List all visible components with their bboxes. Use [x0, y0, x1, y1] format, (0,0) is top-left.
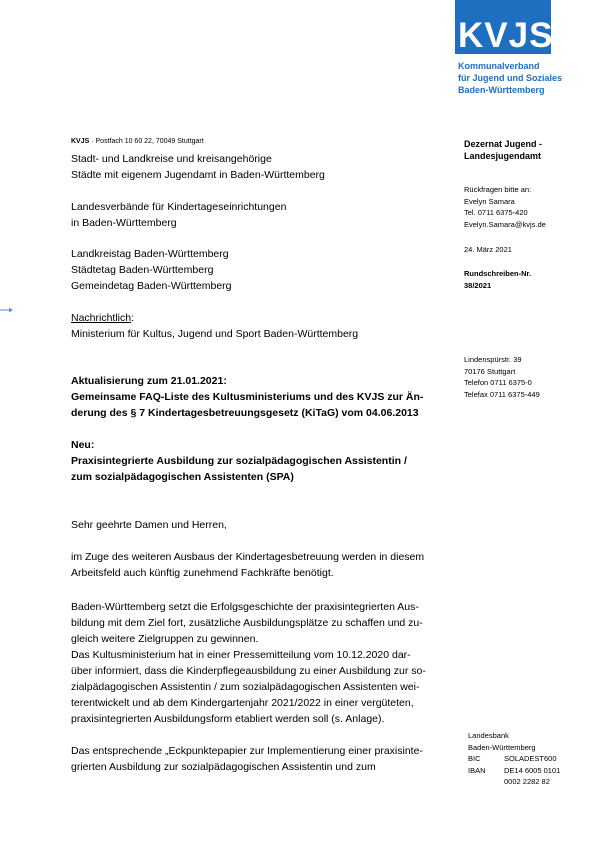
paragraph-line: Das Kultusministerium hat in einer Pressemitteilung vom 10.12.2020 dar-: [71, 649, 411, 661]
cc-label-line: [71, 310, 358, 326]
recipient-line: Städte mit eigenem Jugendamt in Baden-Württemberg: [71, 169, 325, 181]
subject-new: [71, 437, 407, 485]
bank-name: Landesbank: [468, 731, 509, 740]
subject-line: Gemeinsame FAQ-Liste des Kultusministeriums und des KVJS zur Än-: [71, 391, 424, 403]
subject-line: zum sozialpädagogischen Assistenten (SPA): [71, 471, 294, 483]
logo-line: für Jugend und Soziales: [458, 73, 563, 83]
arrow-right-icon: [0, 306, 14, 314]
cc-colon: :: [131, 312, 135, 324]
paragraph-line: grierten Ausbildung zur sozialpädagogischen Assistentin und zum: [71, 761, 376, 773]
bank-details: [468, 730, 560, 788]
department-line: Landesjugendamt: [464, 151, 542, 161]
bank-table: [468, 753, 560, 788]
logo-org-name: [458, 60, 562, 96]
recipient-line: Städtetag Baden-Württemberg: [71, 264, 214, 276]
paragraph-line: im Zuge des weiteren Ausbaus der Kindertagesbetreuung werden in diesem: [71, 551, 425, 563]
paragraph-line: Arbeitsfeld auch künftig zunehmend Fachkräfte benötigt.: [71, 567, 334, 579]
logo-line: Baden-Württemberg: [458, 85, 545, 95]
subject-line: Praxisintegrierte Ausbildung zur sozialpädagogischen Assistentin /: [71, 455, 407, 467]
paragraph-line: praxisintegrierten Ausbildungsform etabliert werden soll (s. Anlage).: [71, 713, 385, 725]
subject-line: derung des § 7 Kindertagesbetreuungsgesetz (KiTaG) vom 04.06.2013: [71, 407, 419, 419]
bic-value: SOLADEST600: [504, 754, 557, 763]
address-line: Telefon 0711 6375-0: [464, 378, 532, 387]
paragraph-line: über informiert, dass die Kinderpflegeausbildung zu einer Ausbildung zur so-: [71, 665, 426, 677]
paragraph-line: gleich weitere Zielgruppen zu gewinnen.: [71, 633, 259, 645]
contact-line: Evelyn Samara: [464, 196, 515, 206]
paragraph-line: Baden-Württemberg setzt die Erfolgsgeschichte der praxisintegrierten Aus-: [71, 601, 419, 613]
subject-line: Neu:: [71, 439, 95, 451]
contact-line: Rückfragen bitte an:: [464, 185, 532, 194]
contact-email[interactable]: Evelyn.Samara@kvjs.de: [464, 219, 546, 229]
contact-info: [464, 184, 546, 230]
circular-number: [464, 268, 531, 291]
paragraph-1: [71, 549, 451, 581]
circular-value: 38/2021: [464, 280, 492, 290]
logo-line: Kommunalverband: [458, 61, 540, 71]
recipient-line: Landesverbände für Kindertageseinrichtungen: [71, 201, 287, 213]
paragraph-3: [71, 743, 451, 775]
subject-line: Aktualisierung zum 21.01.2021:: [71, 375, 227, 387]
subject-update: [71, 373, 423, 421]
recipient-line: Stadt- und Landkreise und kreisangehörige: [71, 153, 272, 165]
circular-label: Rundschreiben-Nr.: [464, 269, 532, 278]
spacer-cell: [468, 776, 504, 788]
bank-name: Baden-Württemberg: [468, 742, 536, 752]
address-line: Telefax 0711 6375-449: [464, 389, 540, 399]
sender-line: [71, 138, 204, 145]
recipient-line: Landkreistag Baden-Württemberg: [71, 248, 229, 260]
address-line: Lindenspürstr. 39: [464, 355, 522, 364]
sender-address: · Postfach 10 60 22, 70049 Stuttgart: [89, 138, 204, 145]
recipient-group-3: [71, 246, 232, 294]
iban-value: DE14 6005 0101: [504, 765, 561, 775]
salutation: Sehr geehrte Damen und Herren,: [71, 519, 227, 531]
recipient-line: in Baden-Württemberg: [71, 217, 177, 229]
contact-line: Tel. 0711 6375-420: [464, 208, 528, 217]
paragraph-line: zialpädagogischen Assistentin / zum sozialpädagogischen Assistenten wei-: [71, 681, 420, 693]
recipient-group-1: [71, 151, 325, 183]
paragraph-line: Das entsprechende „Eckpunktepapier zur Implementierung einer praxisinte-: [71, 745, 423, 757]
cc-recipient: Ministerium für Kultus, Jugend und Sport Baden-Württemberg: [71, 328, 359, 340]
department-line: Dezernat Jugend -: [464, 139, 543, 149]
paragraph-2: [71, 599, 451, 727]
paragraph-line: terentwickelt und ab dem Kindergartenjahr 2021/2022 in einer vergüteten,: [71, 697, 414, 709]
office-address: [464, 354, 540, 400]
cc-block: [71, 310, 358, 342]
paragraph-line: bildung mit dem Ziel fort, zusätzliche Ausbildungsplätze zu schaffen und zu-: [71, 617, 423, 629]
recipient-group-2: [71, 199, 286, 231]
sender-org: KVJS: [71, 138, 90, 145]
bic-label: BIC: [468, 754, 481, 763]
logo-acronym: KVJS: [458, 16, 554, 55]
letter-date: 24. März 2021: [464, 245, 512, 254]
department: [464, 138, 542, 162]
cc-label: Nachrichtlich: [71, 312, 132, 324]
address-line: 70176 Stuttgart: [464, 366, 516, 376]
iban-label: IBAN: [468, 765, 486, 775]
recipient-line: Gemeindetag Baden-Württemberg: [71, 280, 232, 292]
iban-value-cont: 0002 2282 82: [504, 777, 550, 786]
